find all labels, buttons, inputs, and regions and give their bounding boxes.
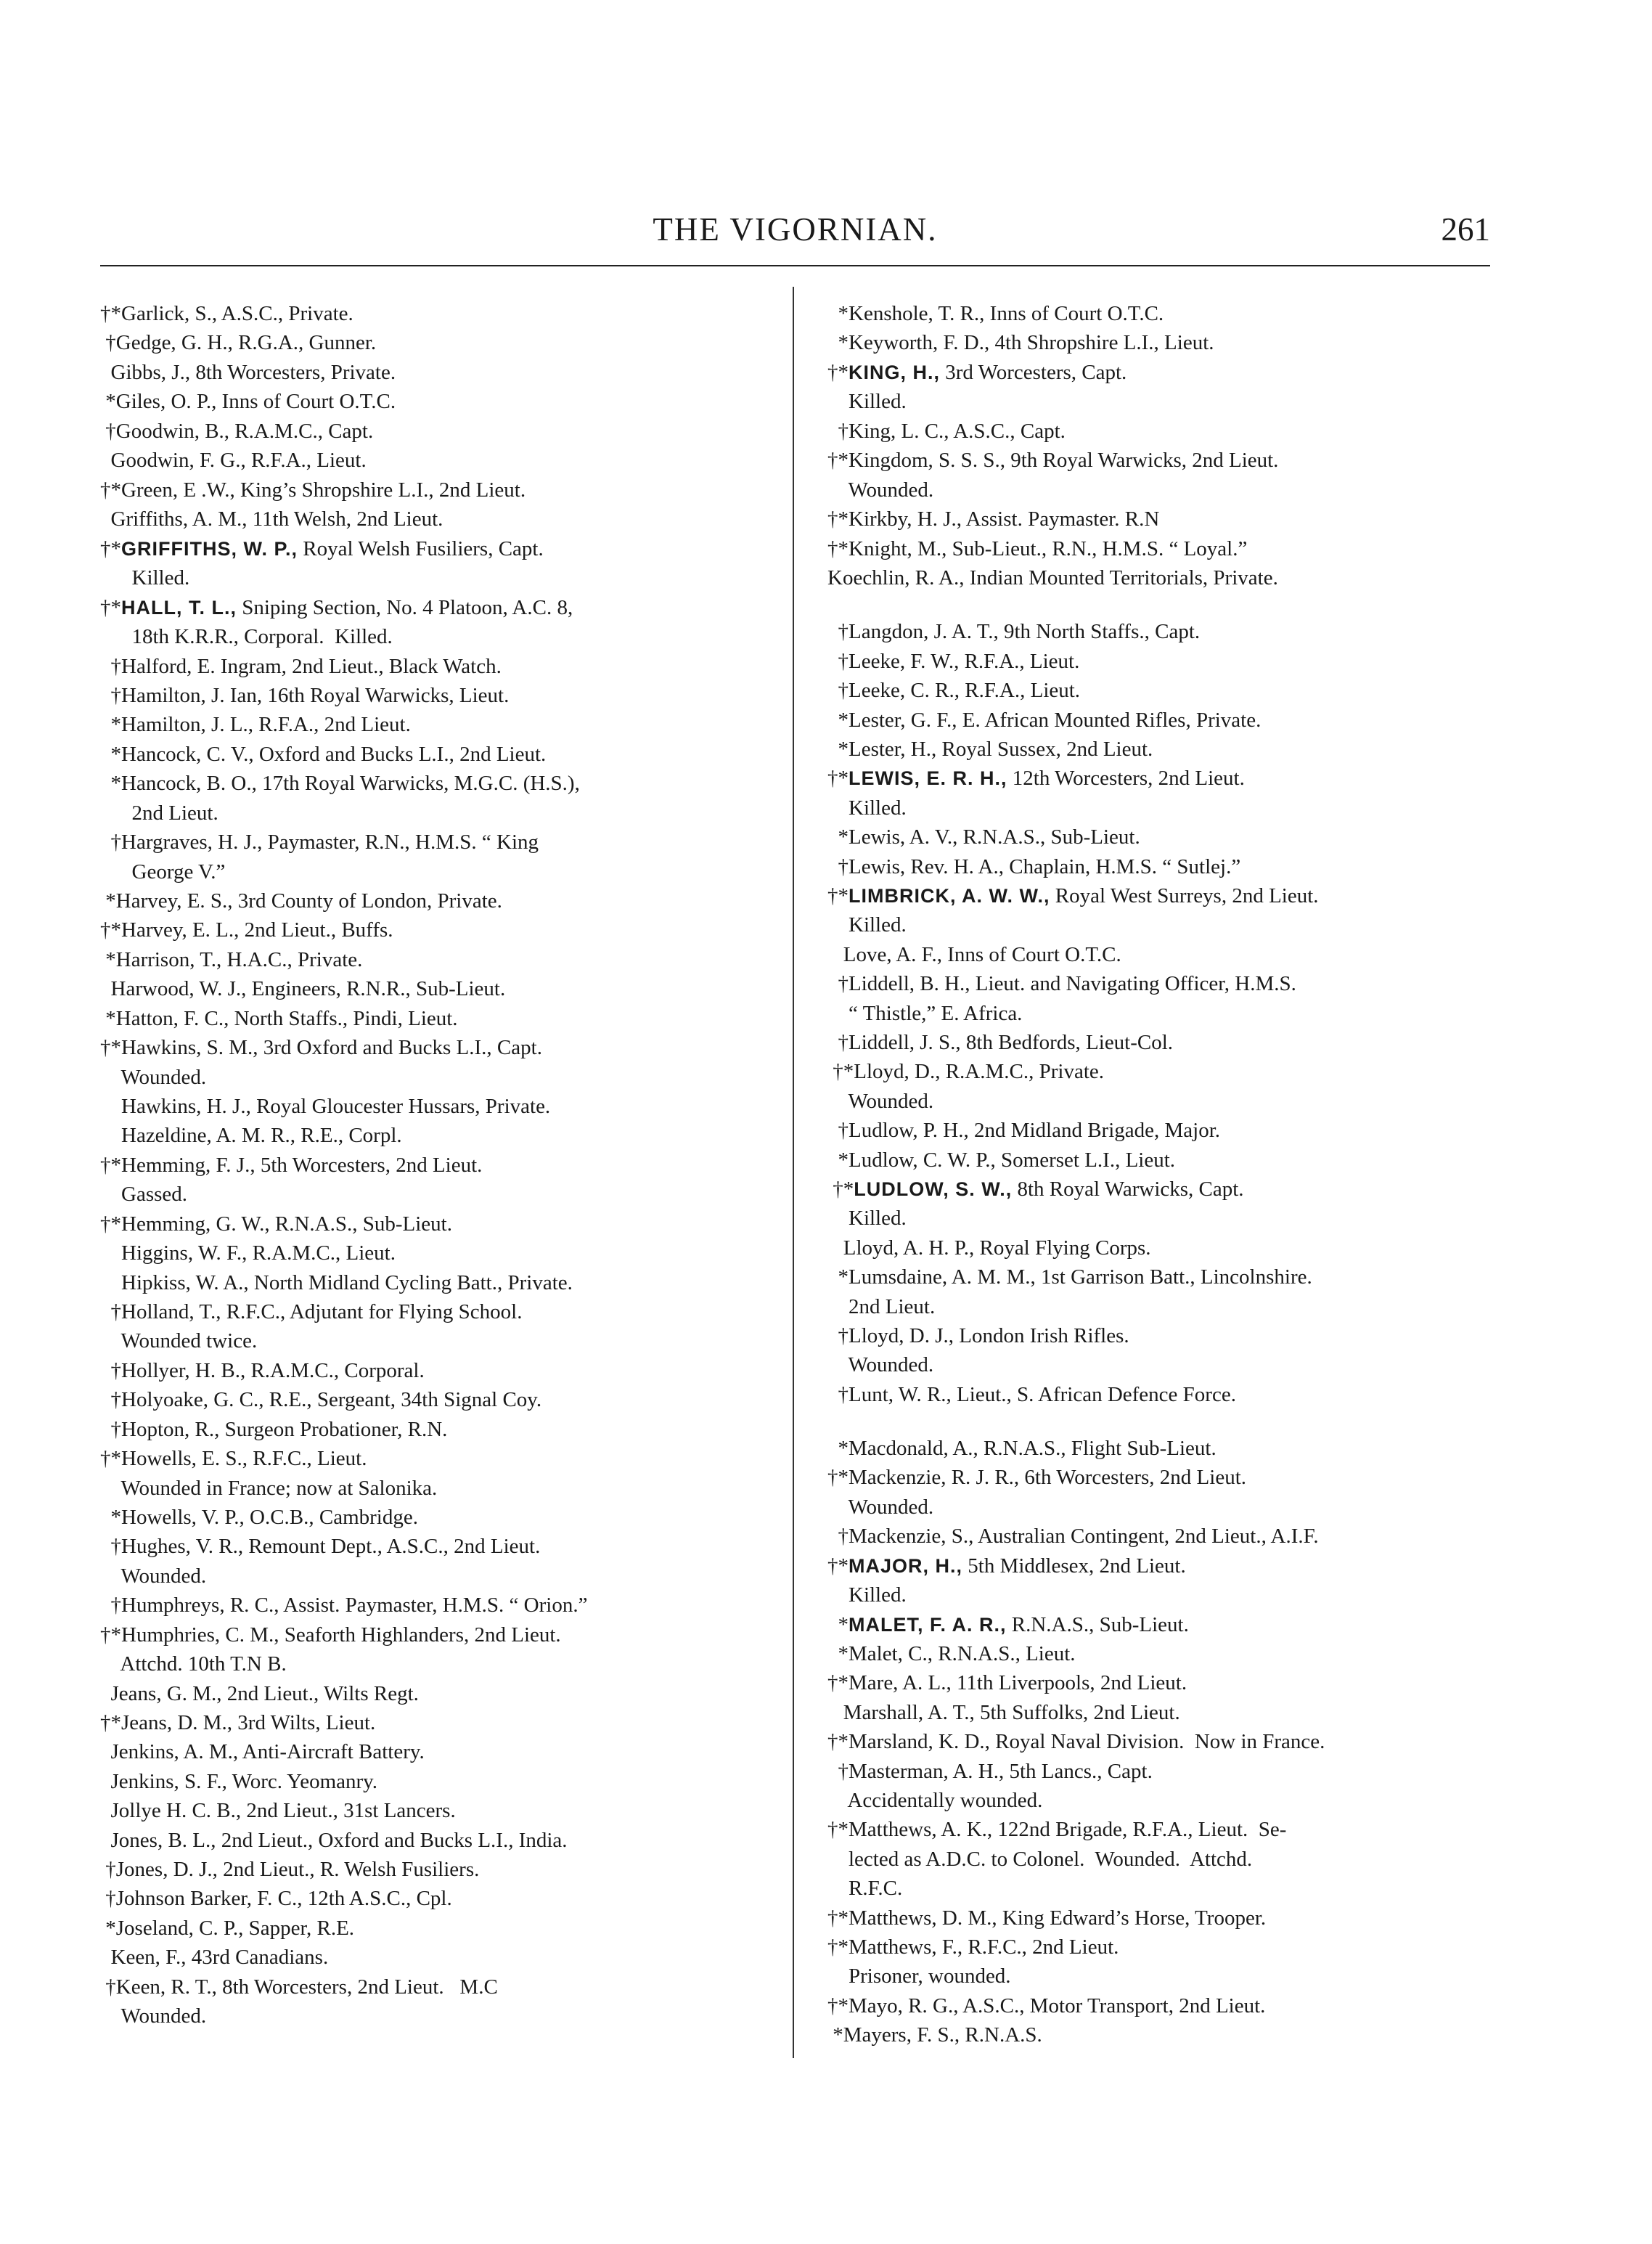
casualty-name: LIMBRICK, A. W. W., bbox=[849, 885, 1050, 907]
roll-entry-line: †Gedge, G. H., R.G.A., Gunner. bbox=[100, 331, 377, 354]
roll-entry-line: †*Hemming, F. J., 5th Worcesters, 2nd Lieut. bbox=[100, 1154, 483, 1177]
roll-entry-line: †Langdon, J. A. T., 9th North Staffs., Capt. bbox=[827, 620, 1201, 643]
roll-entry-line: †Hopton, R., Surgeon Probationer, R.N. bbox=[100, 1418, 448, 1441]
roll-entry-line: 2nd Lieut. bbox=[827, 1295, 936, 1318]
roll-entry-line: Hazeldine, A. M. R., R.E., Corpl. bbox=[100, 1124, 402, 1147]
roll-entry-line: †*GRIFFITHS, W. P., Royal Welsh Fusiliers, Capt. bbox=[100, 537, 544, 560]
roll-entry-line: Keen, F., 43rd Canadians. bbox=[100, 1946, 329, 1969]
roll-entry-line: “ Thistle,” E. Africa. bbox=[827, 1002, 1023, 1025]
roll-entry-line: †Goodwin, B., R.A.M.C., Capt. bbox=[100, 420, 374, 443]
roll-entry-line: †Jones, D. J., 2nd Lieut., R. Welsh Fusiliers. bbox=[100, 1858, 480, 1881]
roll-entry-line: †*Harvey, E. L., 2nd Lieut., Buffs. bbox=[100, 918, 393, 942]
roll-entry-line: †Keen, R. T., 8th Worcesters, 2nd Lieut. M.C bbox=[100, 1975, 498, 1999]
roll-entry-line: †Liddell, B. H., Lieut. and Navigating Officer, H.M.S. bbox=[827, 972, 1296, 995]
roll-entry-line: Koechlin, R. A., Indian Mounted Territorials, Private. bbox=[827, 566, 1278, 589]
roll-entry-line: †*Green, E .W., King’s Shropshire L.I., 2nd Lieut. bbox=[100, 478, 526, 502]
roll-entry-line: Wounded. bbox=[827, 1090, 934, 1113]
roll-entry-line: †*Mare, A. L., 11th Liverpools, 2nd Lieut. bbox=[827, 1671, 1187, 1694]
roll-entry-line: Jenkins, A. M., Anti-Aircraft Battery. bbox=[100, 1740, 425, 1763]
roll-entry-line: Love, A. F., Inns of Court O.T.C. bbox=[827, 943, 1121, 966]
casualty-name: LUDLOW, S. W., bbox=[854, 1178, 1013, 1200]
roll-entry-line: †King, L. C., A.S.C., Capt. bbox=[827, 420, 1066, 443]
casualty-name: LEWIS, E. R. H., bbox=[849, 767, 1007, 789]
roll-entry-line: †*Howells, E. S., R.F.C., Lieut. bbox=[100, 1447, 367, 1470]
roll-entry-line: †*Matthews, F., R.F.C., 2nd Lieut. bbox=[827, 1935, 1119, 1959]
roll-entry-line: R.F.C. bbox=[827, 1877, 903, 1900]
roll-entry-line: *Lester, H., Royal Sussex, 2nd Lieut. bbox=[827, 738, 1153, 761]
roll-entry-line: *Howells, V. P., O.C.B., Cambridge. bbox=[100, 1506, 418, 1529]
roll-entry-line: †*Hawkins, S. M., 3rd Oxford and Bucks L.I., Capt. bbox=[100, 1036, 542, 1059]
roll-entry-line: †*HALL, T. L., Sniping Section, No. 4 Platoon, A.C. 8, bbox=[100, 596, 573, 619]
roll-entry-line: *Lester, G. F., E. African Mounted Rifles, Private. bbox=[827, 709, 1262, 732]
roll-entry-line: *Hancock, B. O., 17th Royal Warwicks, M.G.C. (H.S.), bbox=[100, 772, 580, 795]
roll-entry-line: *Hamilton, J. L., R.F.A., 2nd Lieut. bbox=[100, 713, 411, 736]
roll-entry-line: †Hamilton, J. Ian, 16th Royal Warwicks, Lieut. bbox=[100, 684, 510, 707]
roll-entry-line: Wounded. bbox=[827, 478, 934, 502]
roll-entry-line: lected as A.D.C. to Colonel. Wounded. Attchd. bbox=[827, 1848, 1253, 1871]
roll-entry-line: *Harvey, E. S., 3rd County of London, Private. bbox=[100, 889, 502, 913]
roll-entry-line: †*KING, H., 3rd Worcesters, Capt. bbox=[827, 361, 1127, 384]
roll-entry-line: †Liddell, J. S., 8th Bedfords, Lieut-Col. bbox=[827, 1031, 1174, 1054]
roll-entry-line: Wounded twice. bbox=[100, 1329, 258, 1352]
casualty-name: KING, H., bbox=[849, 362, 941, 383]
roll-entry-line: †*Humphries, C. M., Seaforth Highlanders, 2nd Lieut. bbox=[100, 1623, 561, 1647]
roll-entry-line: Jenkins, S. F., Worc. Yeomanry. bbox=[100, 1770, 378, 1793]
roll-entry-line: Jollye H. C. B., 2nd Lieut., 31st Lancers. bbox=[100, 1799, 456, 1822]
journal-title: THE VIGORNIAN. bbox=[653, 211, 938, 248]
roll-entry-line: †*Hemming, G. W., R.N.A.S., Sub-Lieut. bbox=[100, 1212, 452, 1236]
roll-entry-line: *Keyworth, F. D., 4th Shropshire L.I., Lieut. bbox=[827, 331, 1214, 354]
header-rule bbox=[100, 265, 1490, 266]
roll-entry-line: †*Marsland, K. D., Royal Naval Division. Now in France. bbox=[827, 1730, 1325, 1753]
roll-entry-line: Gibbs, J., 8th Worcesters, Private. bbox=[100, 361, 396, 384]
roll-entry-line: Wounded in France; now at Salonika. bbox=[100, 1477, 438, 1500]
roll-entry-line: Wounded. bbox=[827, 1496, 934, 1519]
roll-entry-line: Wounded. bbox=[100, 2004, 207, 2028]
running-head bbox=[100, 211, 1490, 261]
roll-entry-line: †Lloyd, D. J., London Irish Rifles. bbox=[827, 1324, 1129, 1347]
roll-entry-line: †Leeke, F. W., R.F.A., Lieut. bbox=[827, 650, 1080, 673]
roll-entry-line: Accidentally wounded. bbox=[827, 1789, 1043, 1812]
roll-entry-line: Gassed. bbox=[100, 1183, 188, 1206]
roll-entry-line: Griffiths, A. M., 11th Welsh, 2nd Lieut. bbox=[100, 507, 443, 531]
roll-entry-line: †Hughes, V. R., Remount Dept., A.S.C., 2nd Lieut. bbox=[100, 1535, 541, 1558]
roll-entry-line: †Holland, T., R.F.C., Adjutant for Flying School. bbox=[100, 1300, 523, 1323]
roll-entry-line: Marshall, A. T., 5th Suffolks, 2nd Lieut. bbox=[827, 1701, 1180, 1724]
roll-entry-line: †Ludlow, P. H., 2nd Midland Brigade, Major. bbox=[827, 1119, 1221, 1142]
roll-entry-line: Killed. bbox=[827, 796, 907, 820]
roll-entry-line: Jeans, G. M., 2nd Lieut., Wilts Regt. bbox=[100, 1682, 419, 1705]
page-number: 261 bbox=[1441, 211, 1490, 248]
roll-entry-line: †Masterman, A. H., 5th Lancs., Capt. bbox=[827, 1760, 1153, 1783]
casualty-name: GRIFFITHS, W. P., bbox=[121, 538, 298, 560]
roll-entry-line: †Johnson Barker, F. C., 12th A.S.C., Cpl. bbox=[100, 1887, 452, 1910]
roll-entry-line: *Malet, C., R.N.A.S., Lieut. bbox=[827, 1642, 1076, 1665]
casualty-name: HALL, T. L., bbox=[121, 597, 237, 619]
roll-entry-line: Jones, B. L., 2nd Lieut., Oxford and Bucks L.I., India. bbox=[100, 1829, 568, 1852]
roll-entry-line: †*Lloyd, D., R.A.M.C., Private. bbox=[827, 1060, 1105, 1083]
roll-entry-line: Attchd. 10th T.N B. bbox=[100, 1652, 287, 1676]
roll-entry-line: *Ludlow, C. W. P., Somerset L.I., Lieut. bbox=[827, 1148, 1176, 1172]
roll-entry-line: Killed. bbox=[100, 566, 190, 589]
roll-entry-line: †*LIMBRICK, A. W. W., Royal West Surreys, 2nd Lieut. bbox=[827, 884, 1319, 907]
roll-entry-line: Prisoner, wounded. bbox=[827, 1964, 1011, 1988]
roll-entry-line: *Kenshole, T. R., Inns of Court O.T.C. bbox=[827, 302, 1164, 325]
roll-entry-line: Wounded. bbox=[100, 1564, 207, 1588]
roll-entry-line: †*MAJOR, H., 5th Middlesex, 2nd Lieut. bbox=[827, 1554, 1186, 1578]
roll-entry-line: 18th K.R.R., Corporal. Killed. bbox=[100, 625, 393, 648]
roll-entry-line: †*Mackenzie, R. J. R., 6th Worcesters, 2nd Lieut. bbox=[827, 1466, 1247, 1489]
roll-entry-line: †Lunt, W. R., Lieut., S. African Defence Force. bbox=[827, 1383, 1236, 1406]
casualty-name: MALET, F. A. R., bbox=[849, 1614, 1007, 1636]
roll-entry-line: Wounded. bbox=[100, 1066, 207, 1089]
roll-entry-line: *Macdonald, A., R.N.A.S., Flight Sub-Lieut. bbox=[827, 1437, 1216, 1460]
roll-entry-line: Higgins, W. F., R.A.M.C., Lieut. bbox=[100, 1241, 396, 1265]
roll-entry-line: †*Matthews, D. M., King Edward’s Horse, Trooper. bbox=[827, 1906, 1267, 1930]
roll-entry-line: *Lewis, A. V., R.N.A.S., Sub-Lieut. bbox=[827, 825, 1140, 849]
roll-entry-line: †*LEWIS, E. R. H., 12th Worcesters, 2nd Lieut. bbox=[827, 767, 1245, 790]
roll-entry-line: †*Garlick, S., A.S.C., Private. bbox=[100, 302, 353, 325]
roll-entry-line: *MALET, F. A. R., R.N.A.S., Sub-Lieut. bbox=[827, 1613, 1189, 1636]
roll-entry-line: †*Matthews, A. K., 122nd Brigade, R.F.A., Lieut. Se- bbox=[827, 1818, 1287, 1841]
roll-entry-line: †*Knight, M., Sub-Lieut., R.N., H.M.S. “ Loyal.” bbox=[827, 537, 1248, 560]
roll-entry-line: *Harrison, T., H.A.C., Private. bbox=[100, 948, 363, 971]
roll-entry-line: George V.” bbox=[100, 860, 226, 884]
roll-entry-line: Lloyd, A. H. P., Royal Flying Corps. bbox=[827, 1236, 1151, 1260]
roll-entry-line: Killed. bbox=[827, 390, 907, 413]
roll-entry-line: †*Kingdom, S. S. S., 9th Royal Warwicks, 2nd Lieut. bbox=[827, 449, 1279, 472]
roll-entry-line: *Hancock, C. V., Oxford and Bucks L.I., 2nd Lieut. bbox=[100, 743, 547, 766]
roll-entry-line: †Hargraves, H. J., Paymaster, R.N., H.M.S. “ King bbox=[100, 831, 539, 854]
roll-entry-line: Killed. bbox=[827, 1207, 907, 1230]
roll-entry-line: †*LUDLOW, S. W., 8th Royal Warwicks, Capt. bbox=[827, 1178, 1244, 1201]
roll-entry-line: †*Kirkby, H. J., Assist. Paymaster. R.N bbox=[827, 507, 1160, 531]
column-divider bbox=[793, 287, 794, 2058]
roll-entry-line: †Mackenzie, S., Australian Contingent, 2nd Lieut., A.I.F. bbox=[827, 1525, 1319, 1548]
roll-entry-line: Killed. bbox=[827, 913, 907, 937]
roll-entry-line: *Hatton, F. C., North Staffs., Pindi, Lieut. bbox=[100, 1007, 458, 1030]
roll-entry-line: 2nd Lieut. bbox=[100, 801, 218, 825]
roll-entry-line: Goodwin, F. G., R.F.A., Lieut. bbox=[100, 449, 367, 472]
roll-entry-line: Wounded. bbox=[827, 1353, 934, 1376]
roll-entry-line: *Joseland, C. P., Sapper, R.E. bbox=[100, 1917, 355, 1940]
roll-entry-line: Hipkiss, W. A., North Midland Cycling Batt., Private. bbox=[100, 1271, 573, 1294]
roll-entry-line: †Lewis, Rev. H. A., Chaplain, H.M.S. “ Sutlej.” bbox=[827, 855, 1241, 878]
roll-entry-line: †Leeke, C. R., R.F.A., Lieut. bbox=[827, 679, 1081, 702]
roll-entry-line: †*Jeans, D. M., 3rd Wilts, Lieut. bbox=[100, 1711, 376, 1734]
roll-entry-line: Harwood, W. J., Engineers, R.N.R., Sub-Lieut. bbox=[100, 977, 506, 1000]
roll-entry-line: *Mayers, F. S., R.N.A.S. bbox=[827, 2023, 1042, 2047]
roll-entry-line: Hawkins, H. J., Royal Gloucester Hussars, Private. bbox=[100, 1095, 551, 1118]
roll-entry-line: †Halford, E. Ingram, 2nd Lieut., Black Watch. bbox=[100, 655, 502, 678]
roll-entry-line: †Humphreys, R. C., Assist. Paymaster, H.M.S. “ Orion.” bbox=[100, 1594, 588, 1617]
roll-entry-line: *Giles, O. P., Inns of Court O.T.C. bbox=[100, 390, 396, 413]
roll-entry-line: †Holyoake, G. C., R.E., Sergeant, 34th Signal Coy. bbox=[100, 1388, 542, 1411]
roll-entry-line: †Hollyer, H. B., R.A.M.C., Corporal. bbox=[100, 1359, 425, 1382]
roll-entry-line: †*Mayo, R. G., A.S.C., Motor Transport, 2nd Lieut. bbox=[827, 1994, 1266, 2017]
roll-entry-line: *Lumsdaine, A. M. M., 1st Garrison Batt., Lincolnshire. bbox=[827, 1265, 1312, 1289]
roll-entry-line: Killed. bbox=[827, 1583, 907, 1607]
casualty-name: MAJOR, H., bbox=[849, 1555, 963, 1577]
